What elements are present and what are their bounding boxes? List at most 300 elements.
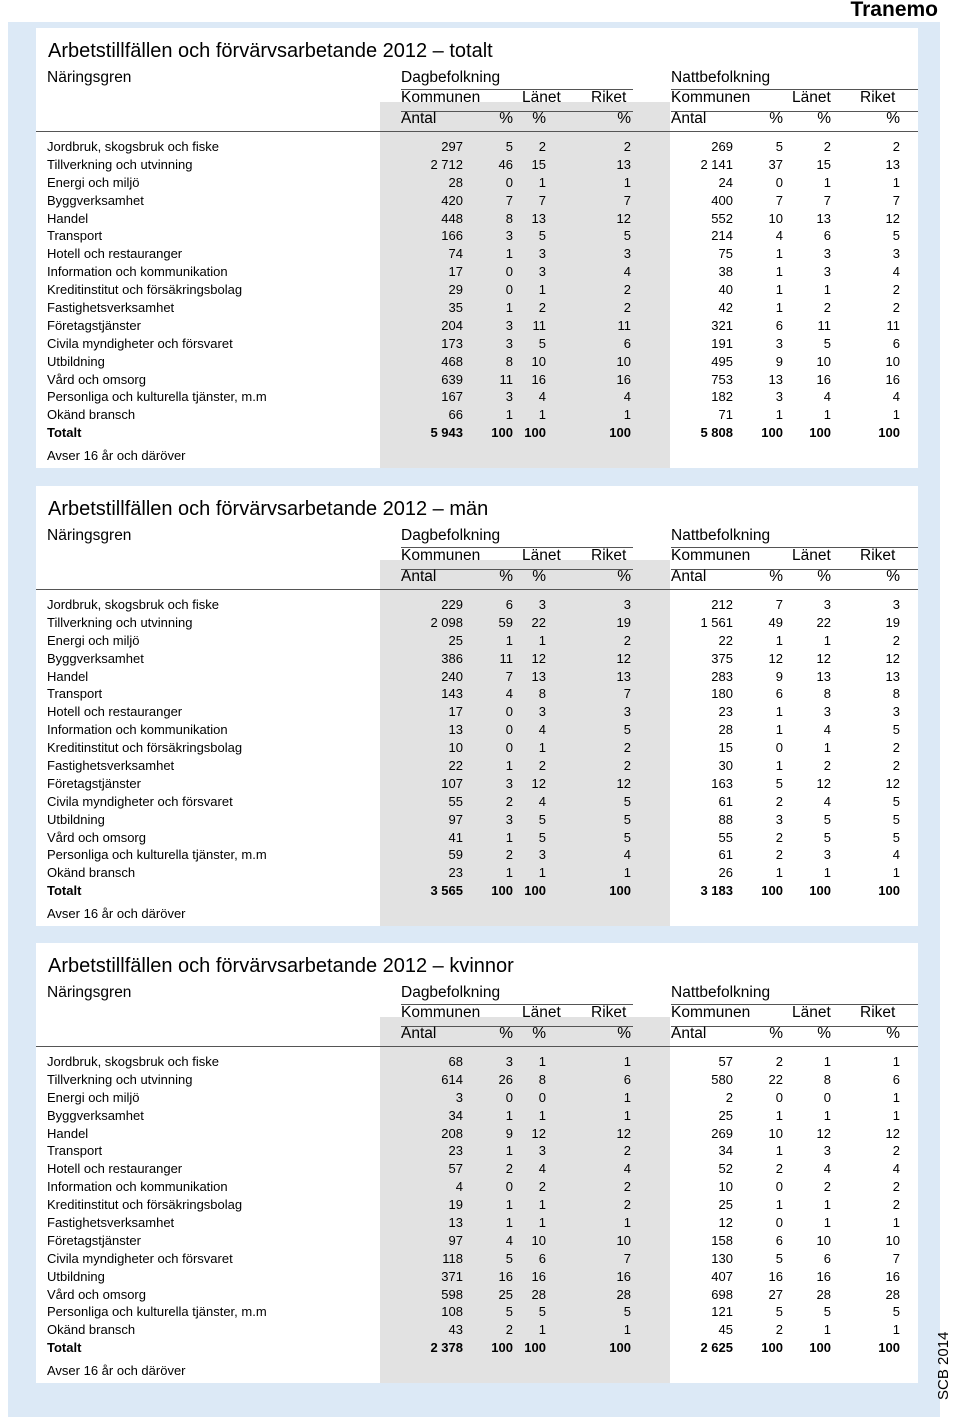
day-value: 16 <box>498 1268 513 1284</box>
industry-header: Näringsgren <box>47 69 132 86</box>
night-value: 8 <box>823 686 831 702</box>
day-value: 1 <box>538 1322 546 1338</box>
table-row <box>36 1250 918 1268</box>
day-value: 5 <box>505 1304 513 1320</box>
industry-name: Jordbruk, skogsbruk och fiske <box>47 1054 219 1069</box>
industry-name: Kreditinstitut och försäkringsbolag <box>47 740 243 756</box>
industry-name: Energi och miljö <box>47 174 140 190</box>
night-value: 38 <box>718 264 733 280</box>
industry-header: Näringsgren <box>47 527 132 544</box>
day-value: 17 <box>448 704 463 720</box>
day-value: 1 <box>538 1107 546 1123</box>
industry-name: Byggverksamhet <box>47 650 144 666</box>
night-value: 57 <box>718 1054 733 1069</box>
night-value: 1 <box>892 1322 900 1338</box>
night-value: 1 <box>892 1089 900 1105</box>
day-value: 7 <box>538 192 546 208</box>
day-value: 1 <box>538 740 546 756</box>
day-value: 16 <box>531 1268 546 1284</box>
table-row <box>36 335 918 353</box>
day-value: 16 <box>531 371 546 387</box>
night-value: 49 <box>768 614 783 630</box>
day-value: 229 <box>441 597 463 612</box>
day-value: 6 <box>623 335 631 351</box>
day-value: 3 <box>623 597 631 612</box>
industry-name: Civila myndigheter och försvaret <box>47 335 233 351</box>
night-value: 11 <box>886 317 900 333</box>
table-row <box>36 650 918 668</box>
day-value: 297 <box>441 139 463 154</box>
table-row <box>36 371 918 389</box>
industry-name: Handel <box>47 1125 89 1141</box>
day-value: 8 <box>505 210 513 226</box>
day-value: 5 <box>505 139 513 154</box>
night-value: 4 <box>823 793 831 809</box>
industry-name: Företagstjänster <box>47 775 141 791</box>
night-value: 5 <box>823 811 831 827</box>
day-population-header: Dagbefolkning <box>401 527 501 544</box>
day-value: 25 <box>448 632 463 648</box>
night-value: 12 <box>816 1125 831 1141</box>
night-value: 2 <box>775 847 783 863</box>
night-value: 7 <box>775 192 783 208</box>
subheader-pct: % <box>499 110 513 127</box>
day-value: 11 <box>499 371 513 387</box>
night-value: 12 <box>718 1215 733 1231</box>
night-value: 6 <box>823 1250 831 1266</box>
day-value: 1 <box>538 632 546 648</box>
night-value: 1 <box>892 1107 900 1123</box>
day-value: 468 <box>441 353 463 369</box>
day-value: 3 565 <box>430 883 463 899</box>
industry-name: Energi och miljö <box>47 632 140 648</box>
table-row <box>36 1089 918 1107</box>
night-value: 1 <box>823 1054 831 1069</box>
night-value: 1 <box>823 282 831 298</box>
night-value: 3 <box>823 264 831 280</box>
subheader-pct: % <box>769 110 783 127</box>
night-value: 100 <box>761 1340 783 1356</box>
night-value: 24 <box>718 174 733 190</box>
night-value: 7 <box>892 192 900 208</box>
day-value: 1 <box>505 865 513 881</box>
day-value: 4 <box>623 264 631 280</box>
night-value: 1 <box>823 1197 831 1213</box>
table-row <box>36 138 918 156</box>
day-value: 2 <box>623 1197 631 1213</box>
day-value: 2 <box>538 1179 546 1195</box>
night-value: 7 <box>823 192 831 208</box>
night-value: 2 <box>892 300 900 316</box>
day-value: 2 <box>623 758 631 774</box>
day-value: 2 378 <box>430 1340 463 1356</box>
night-value: 25 <box>718 1107 733 1123</box>
industry-name: Transport <box>47 1143 103 1159</box>
night-value: 6 <box>775 1232 783 1248</box>
day-value: 4 <box>538 722 546 738</box>
column-header-municipality: Kommunen <box>401 89 481 106</box>
night-value: 2 <box>892 740 900 756</box>
night-value: 269 <box>711 1125 733 1141</box>
column-header-municipality: Kommunen <box>671 89 751 106</box>
night-value: 2 <box>775 793 783 809</box>
industry-header: Näringsgren <box>47 984 132 1001</box>
industry-name: Okänd bransch <box>47 407 136 423</box>
night-value: 100 <box>761 425 783 441</box>
day-value: 28 <box>616 1286 631 1302</box>
column-header-county: Länet <box>522 89 561 106</box>
day-value: 0 <box>538 1089 546 1105</box>
table-row <box>36 1125 918 1143</box>
industry-name: Jordbruk, skogsbruk och fiske <box>47 597 219 612</box>
table-section <box>36 28 918 468</box>
night-value: 580 <box>711 1071 733 1087</box>
section-title: Arbetstillfällen och förvärvsarbetande 2012 – totalt <box>48 40 493 62</box>
night-value: 13 <box>885 668 900 684</box>
night-value: 1 561 <box>700 614 733 630</box>
day-value: 17 <box>448 264 463 280</box>
table-row <box>36 1071 918 1089</box>
day-value: 598 <box>441 1286 463 1302</box>
night-value: 10 <box>885 1232 900 1248</box>
day-value: 4 <box>623 389 631 405</box>
night-value: 19 <box>885 614 900 630</box>
source-label: SCB 2014 <box>935 1331 952 1400</box>
night-value: 27 <box>768 1286 783 1302</box>
night-value: 495 <box>711 353 733 369</box>
night-value: 100 <box>878 1340 900 1356</box>
industry-name: Fastighetsverksamhet <box>47 300 175 316</box>
day-value: 23 <box>448 865 463 881</box>
night-value: 5 <box>775 139 783 154</box>
night-value: 100 <box>809 1340 831 1356</box>
day-value: 10 <box>531 1232 546 1248</box>
night-value: 13 <box>768 371 783 387</box>
day-value: 2 <box>505 1161 513 1177</box>
subheader-pct: % <box>617 1025 631 1042</box>
night-value: 34 <box>718 1143 733 1159</box>
day-value: 10 <box>448 740 463 756</box>
night-value: 22 <box>718 632 733 648</box>
day-value: 57 <box>448 1161 463 1177</box>
day-value: 371 <box>441 1268 463 1284</box>
night-value: 2 <box>823 300 831 316</box>
table-row <box>36 1321 918 1339</box>
day-value: 100 <box>524 425 546 441</box>
day-value: 13 <box>531 210 546 226</box>
day-value: 100 <box>524 1340 546 1356</box>
industry-name: Information och kommunikation <box>47 1179 228 1195</box>
subheader-pct: % <box>886 568 900 585</box>
subheader-pct: % <box>886 110 900 127</box>
night-value: 1 <box>775 264 783 280</box>
night-value: 7 <box>775 597 783 612</box>
day-value: 41 <box>448 829 463 845</box>
night-value: 6 <box>892 335 900 351</box>
industry-name: Hotell och restauranger <box>47 246 183 262</box>
industry-name: Hotell och restauranger <box>47 1161 183 1177</box>
table-body <box>36 1053 918 1357</box>
header-rule <box>36 589 918 590</box>
day-value: 2 <box>623 1179 631 1195</box>
night-value: 12 <box>885 650 900 666</box>
day-value: 2 <box>505 1322 513 1338</box>
night-value: 3 <box>823 597 831 612</box>
day-value: 8 <box>505 353 513 369</box>
day-value: 22 <box>448 758 463 774</box>
day-value: 2 <box>623 1143 631 1159</box>
subheader-pct: % <box>817 568 831 585</box>
industry-name: Totalt <box>47 1340 82 1356</box>
night-value: 22 <box>768 1071 783 1087</box>
day-value: 12 <box>616 775 631 791</box>
night-value: 30 <box>718 758 733 774</box>
day-value: 5 <box>538 1304 546 1320</box>
night-value: 4 <box>892 1161 900 1177</box>
night-value: 12 <box>816 650 831 666</box>
day-value: 3 <box>505 317 513 333</box>
day-value: 0 <box>505 704 513 720</box>
day-value: 12 <box>616 1125 631 1141</box>
night-value: 1 <box>775 300 783 316</box>
day-value: 1 <box>505 1215 513 1231</box>
night-value: 6 <box>775 686 783 702</box>
night-value: 12 <box>768 650 783 666</box>
day-value: 100 <box>609 1340 631 1356</box>
industry-name: Transport <box>47 686 103 702</box>
day-value: 7 <box>623 192 631 208</box>
night-value: 2 <box>775 1054 783 1069</box>
day-value: 2 <box>538 300 546 316</box>
night-value: 45 <box>718 1322 733 1338</box>
table-row <box>36 1053 918 1071</box>
night-population-header: Nattbefolkning <box>671 69 771 86</box>
night-value: 1 <box>892 1215 900 1231</box>
day-value: 1 <box>538 865 546 881</box>
night-value: 5 <box>823 829 831 845</box>
day-value: 3 <box>538 246 546 262</box>
night-value: 1 <box>775 1107 783 1123</box>
night-value: 16 <box>885 371 900 387</box>
table-row <box>36 703 918 721</box>
night-value: 321 <box>711 317 733 333</box>
table-section <box>36 943 918 1383</box>
night-value: 42 <box>718 300 733 316</box>
section-title: Arbetstillfällen och förvärvsarbetande 2012 – män <box>48 498 489 520</box>
day-value: 16 <box>616 371 631 387</box>
day-value: 4 <box>505 1232 513 1248</box>
night-value: 0 <box>775 1179 783 1195</box>
subheader-count: Antal <box>671 568 707 585</box>
subheader-pct: % <box>886 1025 900 1042</box>
day-value: 23 <box>448 1143 463 1159</box>
night-value: 25 <box>718 1197 733 1213</box>
subheader-count: Antal <box>671 1025 707 1042</box>
night-value: 1 <box>823 865 831 881</box>
night-value: 71 <box>718 407 733 423</box>
table-row <box>36 1268 918 1286</box>
night-value: 100 <box>809 883 831 899</box>
day-value: 5 <box>623 793 631 809</box>
night-value: 9 <box>775 668 783 684</box>
table-row <box>36 317 918 335</box>
table-row <box>36 174 918 192</box>
day-value: 3 <box>538 264 546 280</box>
night-value: 3 <box>823 246 831 262</box>
table-row <box>36 596 918 614</box>
night-value: 0 <box>775 174 783 190</box>
night-value: 10 <box>816 1232 831 1248</box>
night-value: 22 <box>816 614 831 630</box>
day-value: 0 <box>505 722 513 738</box>
table-row <box>36 210 918 228</box>
night-value: 1 <box>775 407 783 423</box>
night-value: 26 <box>718 865 733 881</box>
day-population-header: Dagbefolkning <box>401 984 501 1001</box>
day-value: 1 <box>505 632 513 648</box>
table-row <box>36 263 918 281</box>
night-value: 4 <box>892 847 900 863</box>
day-value: 28 <box>448 174 463 190</box>
column-header-country: Riket <box>860 89 896 106</box>
night-value: 100 <box>809 425 831 441</box>
day-value: 2 712 <box>430 156 463 172</box>
day-value: 448 <box>441 210 463 226</box>
night-value: 5 <box>892 722 900 738</box>
day-value: 3 <box>505 389 513 405</box>
night-value: 5 <box>892 811 900 827</box>
day-value: 240 <box>441 668 463 684</box>
day-value: 3 <box>538 597 546 612</box>
column-header-country: Riket <box>591 1004 627 1021</box>
night-value: 5 <box>823 1304 831 1320</box>
header-rule <box>671 569 918 570</box>
day-population-header: Dagbefolkning <box>401 69 501 86</box>
table-row <box>36 811 918 829</box>
night-value: 1 <box>775 1143 783 1159</box>
night-value: 28 <box>816 1286 831 1302</box>
day-value: 2 <box>505 847 513 863</box>
day-value: 7 <box>505 192 513 208</box>
table-row <box>36 245 918 263</box>
night-value: 1 <box>823 174 831 190</box>
table-row <box>36 614 918 632</box>
day-value: 107 <box>441 775 463 791</box>
industry-name: Personliga och kulturella tjänster, m.m <box>47 847 267 863</box>
table-row <box>36 829 918 847</box>
day-value: 3 <box>505 228 513 244</box>
industry-name: Totalt <box>47 425 82 441</box>
day-value: 11 <box>532 317 546 333</box>
day-value: 7 <box>505 668 513 684</box>
industry-name: Utbildning <box>47 1268 105 1284</box>
night-value: 5 <box>775 1304 783 1320</box>
industry-name: Vård och omsorg <box>47 1286 146 1302</box>
table-row <box>36 388 918 406</box>
table-body <box>36 596 918 900</box>
footnote: Avser 16 år och däröver <box>47 448 186 463</box>
table-row <box>36 632 918 650</box>
night-value: 6 <box>823 228 831 244</box>
industry-name: Företagstjänster <box>47 317 141 333</box>
industry-name: Utbildning <box>47 811 105 827</box>
day-value: 1 <box>623 1107 631 1123</box>
day-value: 19 <box>616 614 631 630</box>
night-value: 6 <box>775 317 783 333</box>
night-value: 28 <box>885 1286 900 1302</box>
night-value: 283 <box>711 668 733 684</box>
night-value: 269 <box>711 139 733 154</box>
day-value: 29 <box>448 282 463 298</box>
day-value: 1 <box>623 1089 631 1105</box>
day-value: 13 <box>616 156 631 172</box>
day-value: 0 <box>505 174 513 190</box>
day-value: 173 <box>441 335 463 351</box>
industry-name: Totalt <box>47 883 82 899</box>
table-row <box>36 757 918 775</box>
table-row <box>36 882 918 900</box>
table-row <box>36 685 918 703</box>
table-row <box>36 406 918 424</box>
subheader-pct: % <box>532 568 546 585</box>
industry-name: Kreditinstitut och försäkringsbolag <box>47 1197 243 1213</box>
night-value: 1 <box>823 407 831 423</box>
header-rule <box>671 111 918 112</box>
day-value: 5 943 <box>430 425 463 441</box>
night-value: 552 <box>711 210 733 226</box>
night-value: 0 <box>775 1215 783 1231</box>
night-value: 10 <box>885 353 900 369</box>
day-value: 7 <box>623 1250 631 1266</box>
subheader-pct: % <box>532 110 546 127</box>
day-value: 43 <box>448 1322 463 1338</box>
industry-name: Personliga och kulturella tjänster, m.m <box>47 389 267 405</box>
night-value: 9 <box>775 353 783 369</box>
night-value: 12 <box>885 1125 900 1141</box>
day-value: 2 <box>623 282 631 298</box>
day-value: 3 <box>455 1089 463 1105</box>
night-value: 55 <box>718 829 733 845</box>
column-header-county: Länet <box>522 1004 561 1021</box>
night-value: 1 <box>775 246 783 262</box>
subheader-count: Antal <box>401 110 437 127</box>
day-value: 97 <box>448 1232 463 1248</box>
table-row <box>36 775 918 793</box>
table-row <box>36 281 918 299</box>
day-value: 1 <box>538 174 546 190</box>
footnote: Avser 16 år och däröver <box>47 1363 186 1378</box>
day-value: 4 <box>538 793 546 809</box>
footnote: Avser 16 år och däröver <box>47 906 186 921</box>
night-value: 2 <box>892 1179 900 1195</box>
day-value: 12 <box>531 1125 546 1141</box>
night-value: 698 <box>711 1286 733 1302</box>
night-value: 212 <box>711 597 733 612</box>
night-value: 100 <box>761 883 783 899</box>
day-value: 7 <box>623 686 631 702</box>
night-value: 5 <box>892 793 900 809</box>
day-value: 59 <box>498 614 513 630</box>
day-value: 1 <box>538 407 546 423</box>
column-header-county: Länet <box>792 89 831 106</box>
day-value: 74 <box>448 246 463 262</box>
day-value: 4 <box>455 1179 463 1195</box>
day-value: 26 <box>498 1071 513 1087</box>
night-value: 100 <box>878 883 900 899</box>
day-value: 2 <box>505 793 513 809</box>
subheader-pct: % <box>499 1025 513 1042</box>
night-value: 1 <box>892 865 900 881</box>
